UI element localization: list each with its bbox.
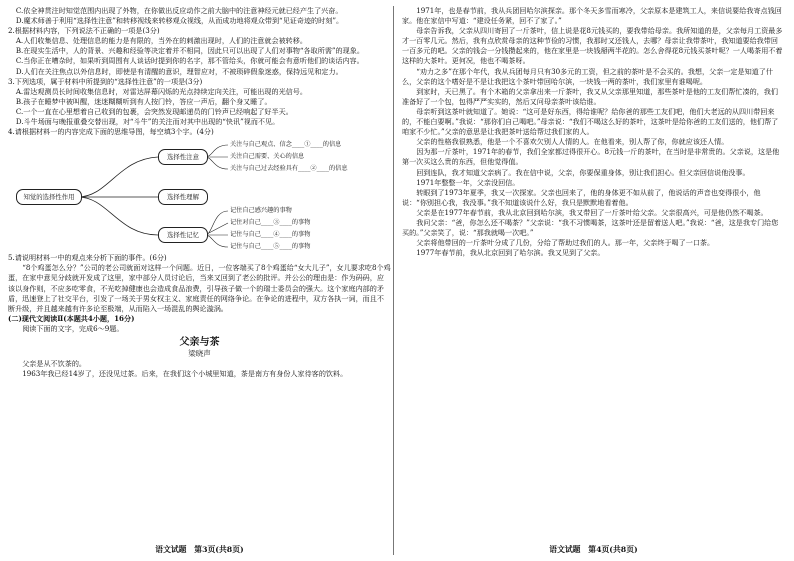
story-paragraph: 我问父亲：“爸，你怎么还不喝茶？”父亲说：“我不习惯喝茶，这茶叶还是留着送人吧。”我说：“爸，这是我专门给您买的。”父亲笑了，说：“那我就喝一次吧。” bbox=[402, 217, 779, 238]
q2-option-b: B.在现实生活中，人的背景、兴趣和经验等决定着并不相同，因此只可以出现了人们对事物“各取所需”的现象。 bbox=[15, 46, 364, 56]
story-paragraph: 到家时，天已黑了。有个木箱的父亲拿出来一斤茶叶，我又从父亲那里知道，那些茶叶是他的工友们帮忙凑的，我们准备好了一个包，包得严严实实的，然后又问母亲茶叶该给谁。 bbox=[402, 86, 778, 106]
option-d: D.魔术师善于利用“选择性注意”和转移视线来转移观众视线，从而成功地将观众带到“见证奇迹的时刻”。 bbox=[15, 16, 344, 26]
mind-map-branch-understanding: 选择性理解 bbox=[158, 189, 208, 205]
section-2-heading: (二)现代文阅读Ⅱ(本题共4小题，16分) bbox=[8, 313, 135, 323]
mind-map-leaf: 记住自己感兴趣的事物 bbox=[230, 207, 292, 215]
story-paragraph: 因为那一斤茶叶，1971年的春节，我们全家都过得很开心。8元钱一斤的茶叶，在当时是非常贵的。父亲说，这是他第一次买这么贵的东西，但他觉得值。 bbox=[402, 147, 780, 167]
story-paragraph: 父亲的性格我很熟悉，他是一个不喜欢欠别人人情的人。在他看来，别人帮了你，你就应该还人情。 bbox=[416, 137, 729, 147]
story-paragraph: 1963年我已经14岁了，还没见过茶。后来，在我们这个小城里知道，茶是南方有身份人家待客的饮料。 bbox=[22, 369, 348, 379]
column-divider bbox=[393, 6, 394, 555]
story-paragraph: 父亲将他带回的一斤茶叶分成了几份，分给了帮助过我们的人。那一年，父亲终于喝了一口茶。 bbox=[416, 238, 715, 248]
q2-option-c: C.当你正在嘈杂时，如果听到周围有人谈话时提到你的名字，那不管给头，你就可能会有意听他们的谈话内容。 bbox=[15, 56, 364, 66]
story-paragraph: “劝力之多”在那个年代，我从兵团每月只有30多元的工资，但之前的茶叶是不会买的。我想，父亲一定是知道了什么，父亲的这个嗜好是不是让我把这个茶叶带回哈尔滨，一块钱一两的茶叶，我们家里有谁喝呢。 bbox=[402, 66, 773, 86]
story-paragraph: 父亲是从不饮茶的。 bbox=[22, 358, 87, 368]
mind-map bbox=[8, 139, 391, 251]
mind-map-branch-attention: 选择性注意 bbox=[158, 149, 208, 165]
question-5-stem: 5.请说明材料一中的观点来分析下面的事件。(6分) bbox=[8, 253, 167, 263]
q3-option-d: D.斗牛场面与晚报重叠交替出现，对“斗牛”的关注而对其中出现的“快讯”视而不见。 bbox=[15, 117, 280, 127]
mind-map-leaf: 记住与自己____⑤____的事物 bbox=[230, 243, 311, 251]
mind-map-center: 知觉的选择性作用 bbox=[16, 189, 82, 205]
story-paragraph: 父亲是在1977年春节前，我从北京回到哈尔滨，我又带回了一斤茶叶给父亲。父亲很高兴，可是他仍然不喝茶。 bbox=[416, 207, 768, 217]
mind-map-branch-memory: 选择性记忆 bbox=[158, 227, 208, 243]
question-2-stem: 2.根据材料内容，下列说法不正确的一项是(3分) bbox=[8, 26, 160, 36]
story-paragraph: 1971年整整一年，父亲没回信。 bbox=[416, 177, 520, 187]
story-paragraph: 1971年，也是春节前，我从兵团回哈尔滨探亲。那个冬天多雪而寒冷，父亲原本是建筑工人，来信说要给我寄点钱回家。他在家信中写道：“建设任务紧，回不了家了。” bbox=[402, 6, 782, 26]
q3-option-a: A.雷达观测员长时间收集信息时，对雷达屏幕闪烁的光点持续定向关注，可能出现的光信号。 bbox=[15, 86, 307, 96]
mind-map-leaf: 关注与自己观点、信念____①____的信息 bbox=[230, 141, 342, 149]
option-c: C.依全神贯注时知觉范围内出现了外物，在你做出反应动作之前大脑中的注意神经元就已经产生了兴奋。 bbox=[15, 6, 343, 15]
story-paragraph: 转眼到了1973年夏季，我又一次探家。父亲也回来了，他的身体更不如从前了，他说话的声音也变得很小，他说：“你别担心我，我没事。”我不知道该说什么好，我只是默默地看着他。 bbox=[402, 187, 761, 207]
story-paragraph: 1977年春节前，我从北京回到了哈尔滨。我又见到了父亲。 bbox=[416, 248, 605, 258]
mind-map-leaf: 记住与自己____④____的事物 bbox=[230, 231, 311, 239]
section-2-instruction: 阅读下面的文字，完成6～9题。 bbox=[22, 323, 124, 333]
question-4-stem: 4.请根据材料一的内容完成下面的思维导图，每空填3个字。(4分) bbox=[8, 127, 214, 137]
mind-map-leaf: 记住对自己____③____的事物 bbox=[230, 219, 311, 227]
right-page bbox=[402, 6, 785, 561]
question-5-passage: “8个鸡蛋怎么分？”公司的老公司就面对这样一个问题。近日，一位客端买了8个鸡蛋给“女大儿子”，女儿要求吃8个鸡蛋，在家中意见分歧就开发成了这里，家中部分人员讨论后，当来又回到了老公的批评。并公公的理由是：作为码码，应该以身作则，不应多吃零食，不光吃掉健康也会造成食品浪费，引导孩子做一个的瑞士委员会的强大。这个家庭内部的矛盾，迅速登上了社交平台，引发了一场关于男女权主义、家庭责任的网络争论。在争论的进程中，双方各执一词，而且不断升级，并且越来越有许多论至极端，从而陷入一场混乱的舆论漩涡。 bbox=[8, 263, 391, 313]
mind-map-leaf: 关注与自己过去经验具有____②____的信息 bbox=[230, 165, 348, 173]
page-footer-left: 语文试题 第3页(共8页) bbox=[155, 544, 244, 554]
q3-option-b: B.孩子在睡梦中被叫醒，迷迷糊糊听到有人按门铃，答应一声后，翻个身又睡了。 bbox=[15, 96, 272, 106]
article-title: 父亲与茶 bbox=[179, 336, 220, 348]
q3-option-c: C.一个一直在心里想着自己收到的包裹，会突然发现邮递员的门铃声已经响起了好半天。 bbox=[15, 106, 293, 116]
page-footer-right: 语文试题 第4页(共8页) bbox=[549, 544, 638, 554]
q2-option-a: A.人们收集信息、处理信息的能力是有限的，当外在的刺激出现时，人们的注意就会被转移。 bbox=[15, 36, 307, 46]
q2-option-d: D.人们在关注焦点以外信息时，即使是有清醒的意识，理智应对，不被琐碎假象迷惑，保持远见和定力。 bbox=[15, 66, 343, 76]
left-page bbox=[8, 6, 391, 561]
story-paragraph: 母亲告诉我，父亲从四川寄回了一斤茶叶，信上说是花8元钱买的，要我带给母亲。我所知道的是，父亲每月工资最多才一百零几元。然后，我有点欣赏母亲的这种节俭的习惯，我那时又还钱人，去哪？母亲让我带茶叶，我知道要给我带回一百多元的吧。父亲的钱会一分钱攒起来的，他在家里是一块钱掰两半花的。怎么舍得花8元钱买茶叶呢？一人喝茶用不着这样的大茶叶。更何况，他也不喝茶呀。 bbox=[402, 26, 783, 66]
mind-map-leaf: 关注自己需要、关心的信息 bbox=[230, 153, 305, 161]
question-3-stem: 3.下列选项，属于材料中所提到的“选择性注意”的一项是(3分) bbox=[8, 76, 203, 86]
article-author: 梁晓声 bbox=[188, 348, 211, 358]
story-paragraph: 母亲听到这茶叶就知道了。她说：“这可是好东西，得给谁呢？给你爸的那些工友们吧，他们大老远的从四川带回来的，不能白要啊。”我说：“那你们自己喝吧。”母亲说：“我们不喝这么好的茶叶，这茶叶是给你爸的工友们送的，他们帮了咱家不少忙。”父亲的意思是让我把茶叶送给帮过我们家的人。 bbox=[402, 106, 779, 137]
story-paragraph: 回到连队，我才知道父亲病了。我在信中说，父亲，你要保重身体，别让我们担心。但父亲回信说他没事。 bbox=[416, 167, 750, 177]
